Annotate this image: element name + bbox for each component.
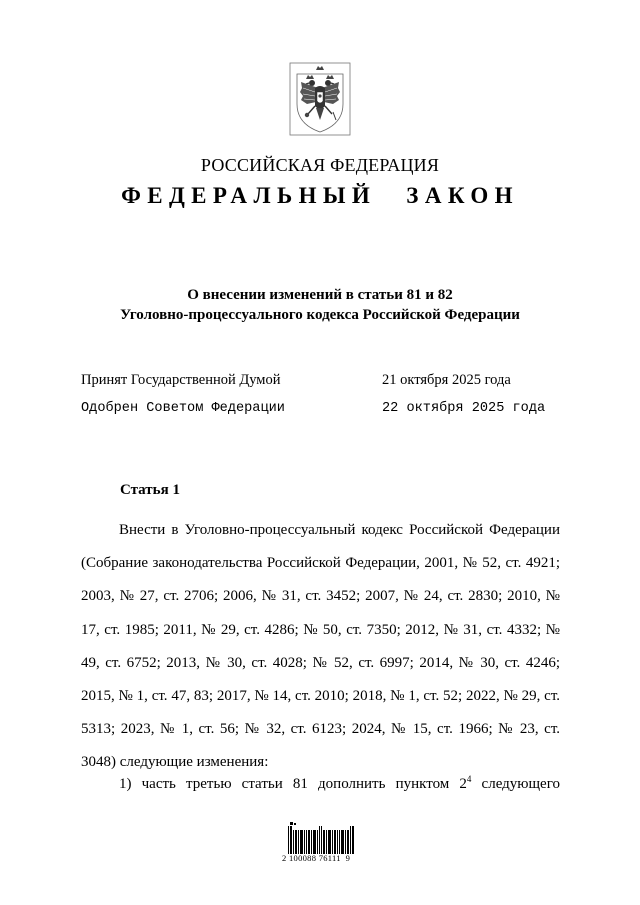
article-item-1 xyxy=(119,776,560,793)
council-approval-label: Одобрен Советом Федерации xyxy=(81,401,285,416)
law-type-heading: ФЕДЕРАЛЬНЫЙ ЗАКОН xyxy=(121,183,519,208)
article-paragraph: Внести в Уголовно-процессуальный кодекс Российской Федерации (Собрание законодательства Российской Федерации, 2001, № 52, ст. 4921; 2003, № 27, ст. 2706; 2006, № 31, ст. 3452; 2007, № 24, ст. 2830; 2010, № 17, ст. 1985; 2011, № 29, ст. 4286; № 50, ст. 7350; 2012, № 31, ст. 4332; № 49, ст. 6752; 2013, № 30, ст. 4028; № 52, ст. 6997; 2014, № 30, ст. 4246; 2015, № 1, ст. 47, 83; 2017, № 14, ст. 2010; 2018, № 1, ст. 52; 2022, № 29, ст. 5313; 2023, № 1, ст. 56; № 32, ст. 6123; 2024, № 15, ст. 1966; № 23, ст. 3048) следующие изменения: xyxy=(81,522,560,771)
item-1-text-end: следующего xyxy=(471,776,560,792)
country-name: РОССИЙСКАЯ ФЕДЕРАЦИЯ xyxy=(200,155,440,175)
law-title xyxy=(0,285,640,325)
council-approval-date: 22 октября 2025 года xyxy=(382,401,546,416)
law-title-line-1: О внесении изменений в статьи 81 и 82 xyxy=(187,287,453,303)
law-title-line-2: Уголовно-процессуального кодекса Российской Федерации xyxy=(120,307,520,323)
barcode-number: 2 100088 76111 9 xyxy=(282,853,351,863)
russian-coat-of-arms-icon xyxy=(289,62,351,136)
article-body xyxy=(81,514,560,780)
duma-adoption-label: Принят Государственной Думой xyxy=(81,372,281,388)
duma-adoption-date: 21 октября 2025 года xyxy=(382,372,511,388)
article-heading: Статья 1 xyxy=(120,482,180,498)
barcode-icon xyxy=(288,822,354,854)
item-1-superscript: 4 xyxy=(466,774,472,784)
item-1-text: 1) часть третью статьи 81 дополнить пунктом 2 xyxy=(119,776,467,792)
